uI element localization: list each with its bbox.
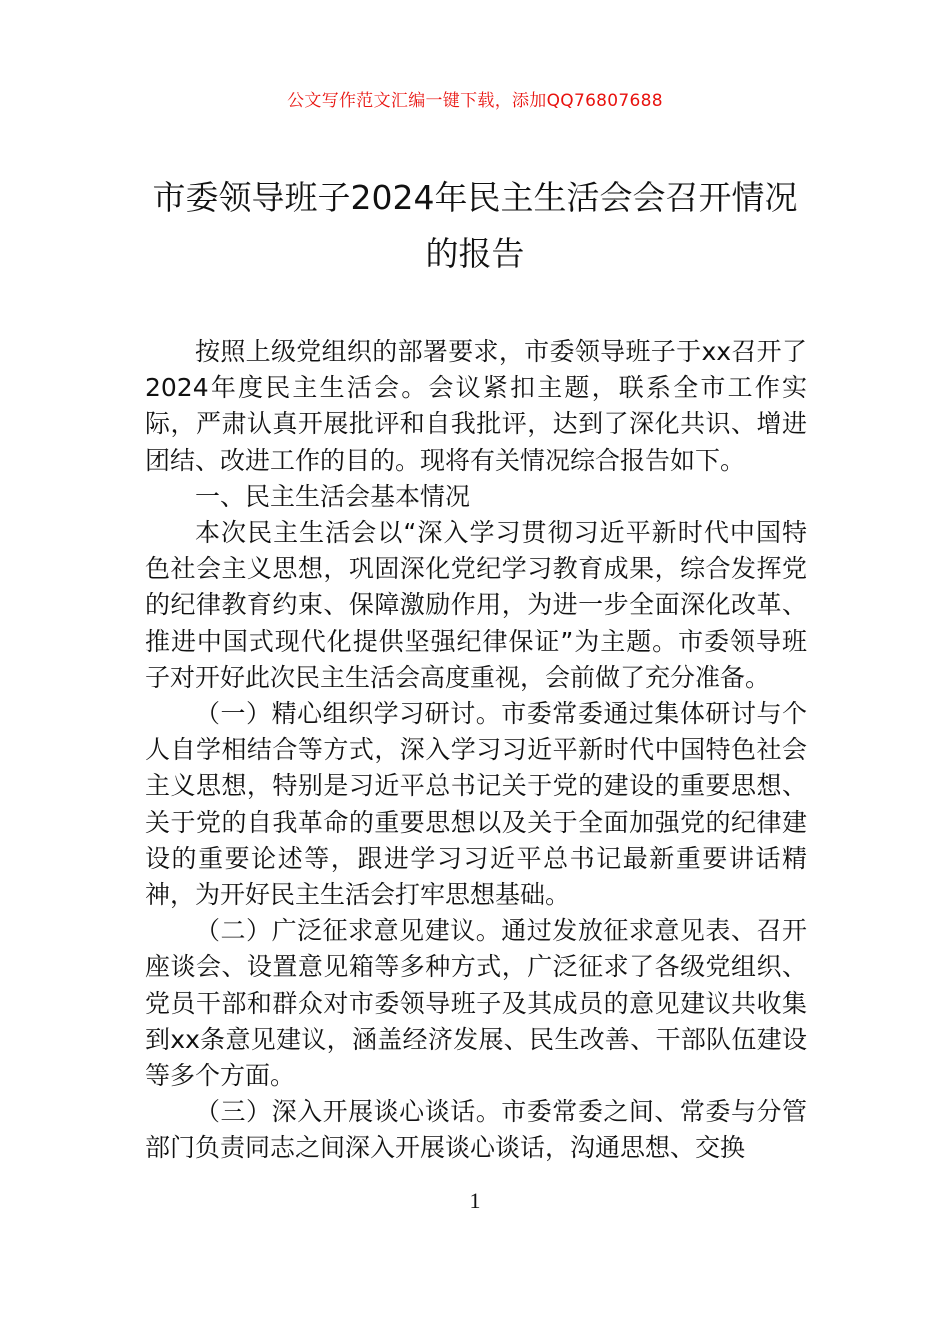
paragraph-talks: （三）深入开展谈心谈话。市委常委之间、常委与分管部门负责同志之间深入开展谈心谈话，沟通思想、交换 — [145, 1097, 807, 1163]
document-title: 市委领导班子2024年民主生活会会召开情况的报告 — [152, 178, 798, 273]
section-heading-1: 一、民主生活会基本情况 — [195, 481, 471, 511]
paragraph-theme: 本次民主生活会以“深入学习贯彻习近平新时代中国特色社会主义思想，巩固深化党纪学习教育成果，综合发挥党的纪律教育约束、保障激励作用，为进一步全面深化改革、推进中国式现代化提供坚强纪律保证”为主题。市委领导班子对开好此次民主生活会高度重视，会前做了充分准备。 — [145, 518, 807, 692]
paragraph-opinions: （二）广泛征求意见建议。通过发放征求意见表、召开座谈会、设置意见箱等多种方式，广泛征求了各级党组织、党员干部和群众对市委领导班子及其成员的意见建议共收集到xx条意见建议，涵盖经济发展、民生改善、干部队伍建设等多个方面。 — [145, 916, 807, 1091]
paragraph-study: （一）精心组织学习研讨。市委常委通过集体研讨与个人自学相结合等方式，深入学习习近平新时代中国特色社会主义思想，特别是习近平总书记关于党的建设的重要思想、关于党的自我革命的重要思想以及关于全面加强党的纪律建设的重要论述等，跟进学习习近平总书记最新重要讲话精神，为开好民主生活会打牢思想基础。 — [145, 699, 807, 910]
page-number: 1 — [469, 1188, 481, 1213]
document-body — [145, 334, 807, 1167]
paragraph-intro: 按照上级党组织的部署要求，市委领导班子于xx召开了2024年度民主生活会。会议紧扣主题，联系全市工作实际，严肃认真开展批评和自我批评，达到了深化共识、增进团结、改进工作的目的。现将有关情况综合报告如下。 — [145, 337, 807, 475]
download-notice: 公文写作范文汇编一键下载，添加QQ76807688 — [287, 91, 663, 111]
